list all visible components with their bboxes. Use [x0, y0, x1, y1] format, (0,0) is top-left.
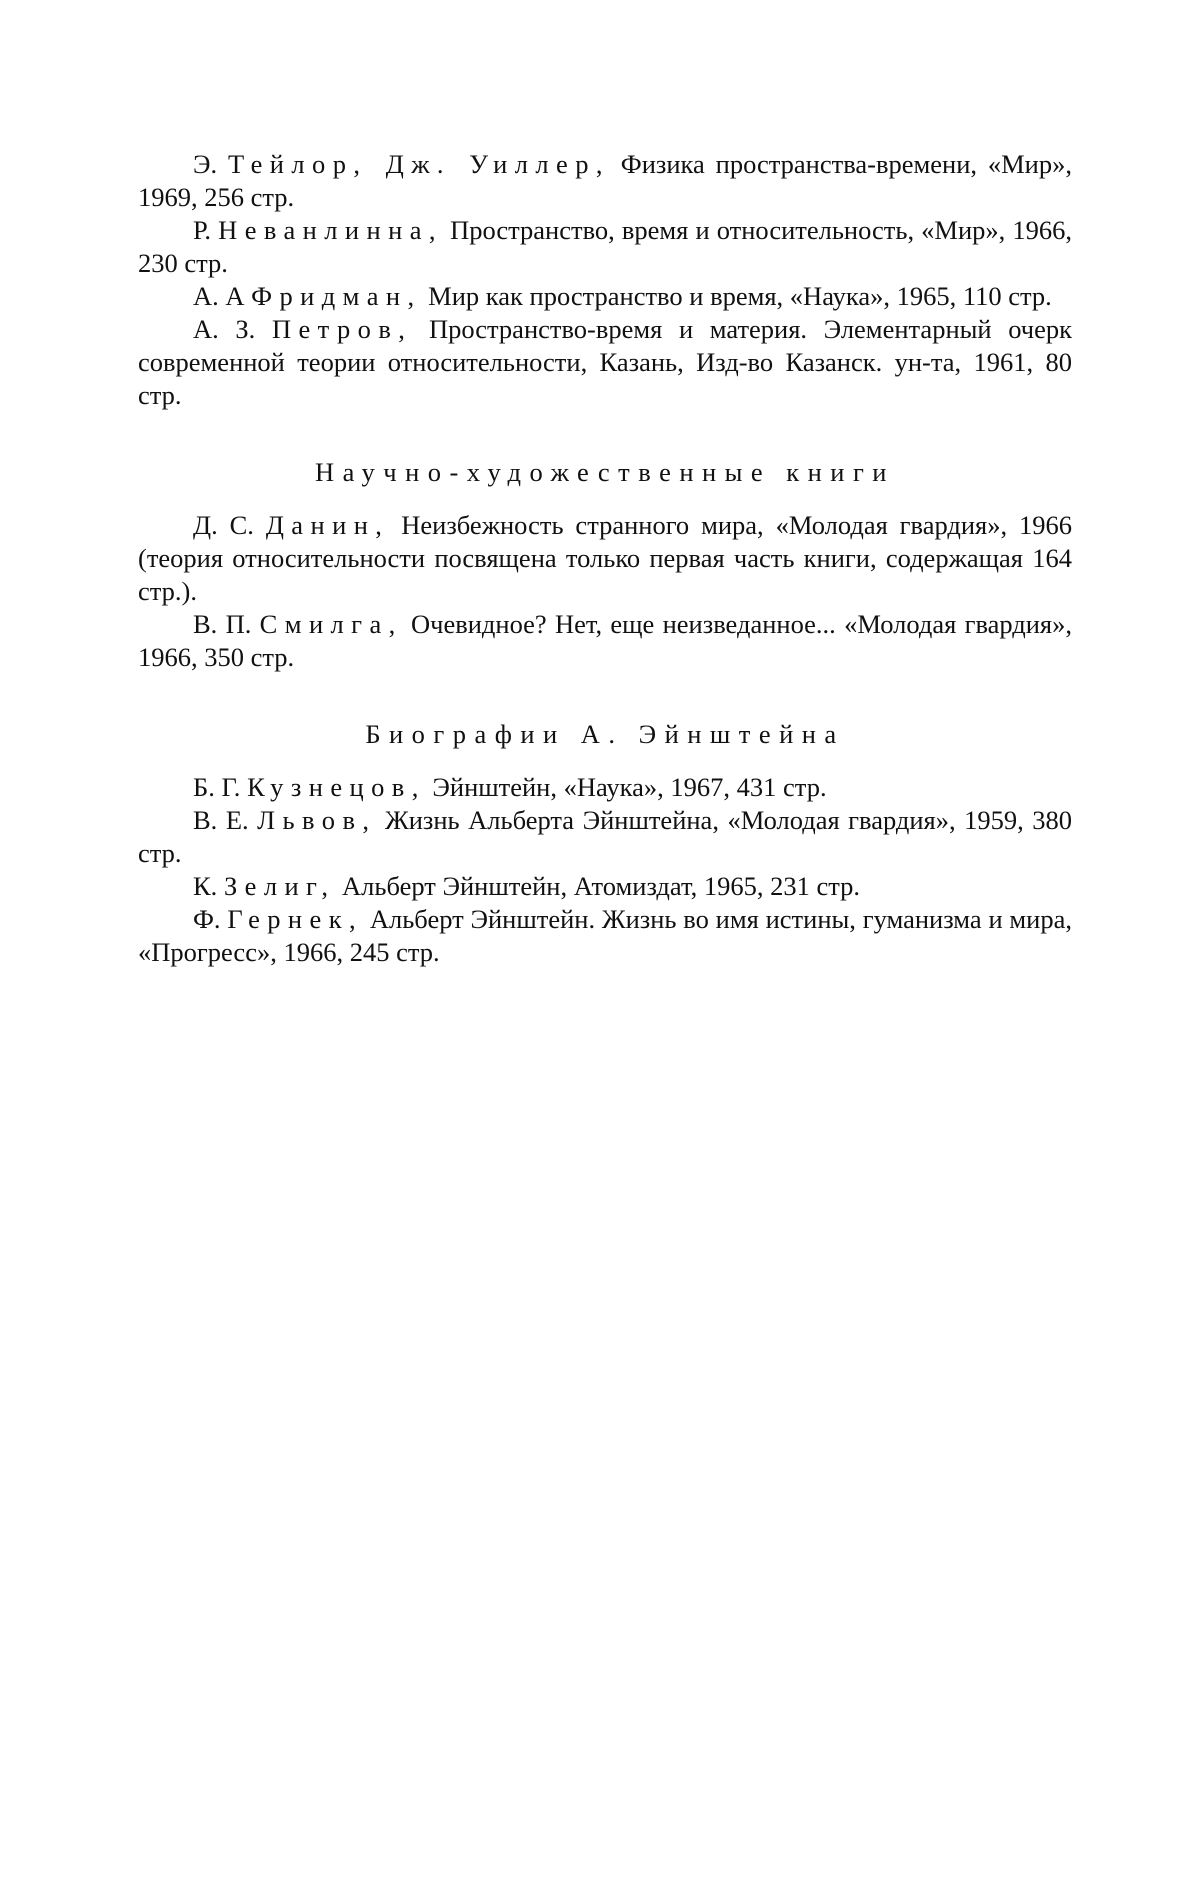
entry-author: Неванлинна, — [218, 215, 443, 245]
section-general — [138, 148, 1072, 412]
bibliography-entry — [138, 608, 1072, 674]
entry-text: Пространство, время и относительность, «Мир», 1966, 230 стр. — [138, 215, 1073, 278]
entry-text: Пространство-время и материя. Элементарный очерк современной теории относительности, Казань, Изд-во Казанск. ун-та, 1961, 80 стр. — [138, 314, 1073, 410]
entry-initials: В. П. — [193, 609, 252, 639]
bibliography-page — [138, 148, 1072, 969]
section-popular-science — [138, 456, 1072, 674]
bibliography-entry — [138, 280, 1072, 313]
entry-initials: А. А — [193, 281, 245, 311]
section-biographies — [138, 718, 1072, 969]
bibliography-entry — [138, 804, 1072, 870]
entry-initials: Р. — [193, 215, 212, 245]
entry-author: Тейлор, Дж. Уиллер, — [228, 149, 610, 179]
entry-initials: Д. С. — [193, 510, 254, 540]
entry-initials: К. — [193, 871, 218, 901]
section-heading: Научно-художественные книги — [315, 457, 895, 487]
entry-text: Эйнштейн, «Наука», 1967, 431 стр. — [432, 772, 827, 802]
entry-author: Фридман, — [251, 281, 422, 311]
entry-initials: А. З. — [193, 314, 256, 344]
entry-author: Гернек, — [227, 904, 364, 934]
entry-text: Альберт Эйнштейн, Атомиздат, 1965, 231 стр. — [342, 871, 860, 901]
entry-author: Зелиг, — [223, 871, 336, 901]
entry-author: Кузнецов, — [247, 772, 426, 802]
entry-author: Данин, — [265, 510, 390, 540]
bibliography-entry — [138, 313, 1072, 412]
bibliography-entry — [138, 903, 1072, 969]
entry-text: Неизбежность странного мира, «Молодая гвардия», 1966 (теория относительности посвящена только первая часть книги, содержащая 164 стр.). — [138, 510, 1072, 606]
entry-author: Львов, — [257, 805, 377, 835]
section-heading: Биографии А. Эйнштейна — [365, 719, 845, 749]
bibliography-entry — [138, 148, 1072, 214]
entry-initials: Ф. — [193, 904, 221, 934]
entry-author: Смилга, — [259, 609, 403, 639]
entry-text: Мир как пространство и время, «Наука», 1965, 110 стр. — [428, 281, 1052, 311]
bibliography-entry — [138, 870, 1072, 903]
bibliography-entry — [138, 509, 1072, 608]
entry-initials: В. Е. — [193, 805, 249, 835]
bibliography-entry — [138, 771, 1072, 804]
entry-initials: Б. Г. — [193, 772, 241, 802]
bibliography-entry — [138, 214, 1072, 280]
entry-author: Петров, — [271, 314, 413, 344]
entry-text: Жизнь Альберта Эйнштейна, «Молодая гвардия», 1959, 380 стр. — [138, 805, 1072, 868]
entry-text: Физика пространства-времени, «Мир», 1969, 256 стр. — [138, 149, 1072, 212]
entry-text: Очевидное? Нет, еще неизведанное... «Молодая гвардия», 1966, 350 стр. — [138, 609, 1072, 672]
entry-text: Альберт Эйнштейн. Жизнь во имя истины, гуманизма и мира, «Прогресс», 1966, 245 стр. — [138, 904, 1072, 967]
entry-initials: Э. — [193, 149, 218, 179]
